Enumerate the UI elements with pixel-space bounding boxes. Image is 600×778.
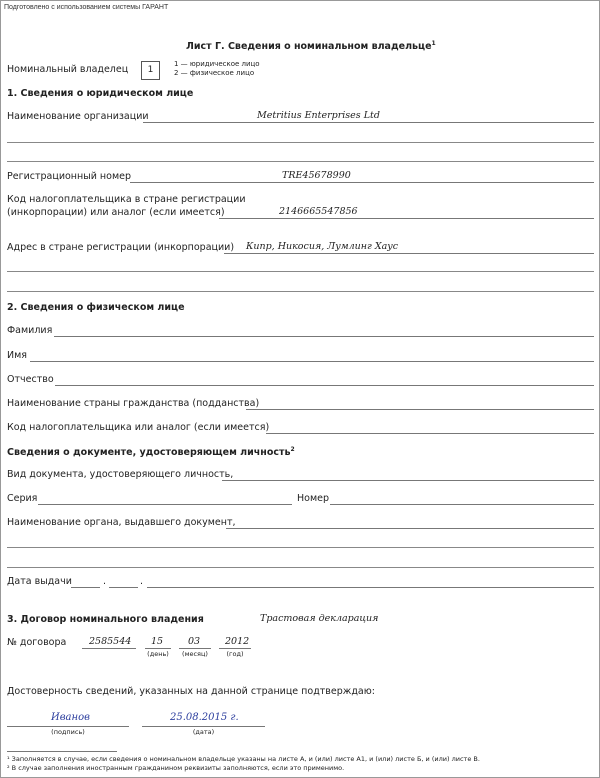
confirm-date-value[interactable]: 25.08.2015 г. — [170, 712, 239, 723]
contract-day-value[interactable]: 15 — [151, 636, 164, 647]
contract-type-value[interactable]: Трастовая декларация — [260, 613, 379, 624]
issue-day-line[interactable] — [71, 587, 100, 588]
title-footnote-mark: 1 — [431, 40, 436, 47]
page-title — [186, 40, 436, 52]
reg-line — [130, 182, 594, 183]
issue-date-dot-1: . — [103, 576, 107, 587]
issuer-line-2 — [7, 547, 594, 548]
section1-heading: 1. Сведения о юридическом лице — [7, 88, 194, 99]
title-text: Лист Г. Сведения о номинальном владельце — [186, 41, 432, 53]
doc-type-line[interactable] — [222, 480, 594, 481]
number-label: Номер — [297, 493, 329, 504]
surname-label: Фамилия — [7, 325, 53, 336]
issue-date-label: Дата выдачи — [7, 576, 72, 587]
tax-line — [219, 218, 594, 219]
addr-line-2 — [7, 271, 594, 272]
reg-label: Регистрационный номер — [7, 171, 131, 182]
citizenship-label: Наименование страны гражданства (подданства) — [7, 398, 260, 409]
org-label: Наименование организации — [7, 111, 149, 122]
taxcode-line[interactable] — [266, 433, 594, 434]
contract-number-label: № договора — [7, 637, 67, 648]
addr-label: Адрес в стране регистрации (инкорпорации) — [7, 242, 235, 253]
series-line[interactable] — [38, 504, 292, 505]
number-line[interactable] — [330, 504, 594, 505]
patronymic-label: Отчество — [7, 374, 54, 385]
contract-number-value[interactable]: 2585544 — [89, 636, 132, 647]
issue-date-dot-2: . — [140, 576, 144, 587]
issue-year-line[interactable] — [147, 587, 594, 588]
surname-line[interactable] — [54, 336, 594, 337]
signature-line — [7, 726, 129, 727]
top-note: Подготовлено с использованием системы ГАРАНТ — [4, 4, 169, 11]
contract-year-value[interactable]: 2012 — [225, 636, 250, 647]
patronymic-line[interactable] — [55, 385, 594, 386]
contract-year-line — [219, 648, 251, 649]
org-value[interactable]: Metritius Enterprises Ltd — [257, 110, 380, 121]
name-line[interactable] — [30, 361, 594, 362]
reg-value[interactable]: TRE45678990 — [282, 170, 351, 181]
series-label: Серия — [7, 493, 38, 504]
issuer-line-3 — [7, 567, 594, 568]
contract-day-line — [145, 648, 171, 649]
tax-label-2: (инкорпорации) или аналог (если имеется) — [7, 207, 225, 218]
confirm-text: Достоверность сведений, указанных на данной странице подтверждаю: — [7, 686, 375, 697]
doc-heading — [7, 446, 295, 458]
addr-line-3 — [7, 291, 594, 292]
owner-legend-1: 1 — юридическое лицо — [174, 60, 260, 68]
day-caption: (день) — [147, 650, 169, 658]
contract-month-line — [179, 648, 211, 649]
name-label: Имя — [7, 350, 27, 361]
footnote-divider — [7, 751, 117, 752]
confirm-date-caption: (дата) — [192, 728, 215, 736]
doc-footnote-mark: 2 — [290, 446, 295, 453]
citizenship-line[interactable] — [246, 409, 594, 410]
org-line-3 — [7, 161, 594, 162]
owner-label: Номинальный владелец — [7, 64, 129, 75]
issuer-line[interactable] — [226, 528, 594, 529]
signature[interactable]: Иванов — [51, 712, 90, 723]
month-caption: (месяц) — [182, 650, 208, 658]
tax-label-1: Код налогоплательщика в стране регистрации — [7, 194, 246, 205]
addr-line — [224, 253, 594, 254]
addr-value[interactable]: Кипр, Никосия, Лумлинг Хаус — [246, 241, 399, 252]
doc-heading-text: Сведения о документе, удостоверяющем личность — [7, 447, 291, 459]
org-line — [143, 122, 594, 123]
contract-number-line — [82, 648, 136, 649]
issuer-label: Наименование органа, выдавшего документ, — [7, 517, 236, 528]
owner-type-box[interactable]: 1 — [141, 61, 160, 80]
org-line-2 — [7, 142, 594, 143]
signature-caption: (подпись) — [51, 728, 85, 736]
doc-type-label: Вид документа, удостоверяющего личность, — [7, 469, 234, 480]
taxcode-label: Код налогоплательщика или аналог (если имеется) — [7, 422, 270, 433]
contract-month-value[interactable]: 03 — [188, 636, 201, 647]
section3-heading: 3. Договор номинального владения — [7, 614, 204, 625]
footnote-2: ² В случае заполнения иностранным гражданином реквизиты заполняются, если это применимо. — [7, 764, 345, 772]
tax-value[interactable]: 2146665547856 — [279, 206, 358, 217]
issue-month-line[interactable] — [109, 587, 138, 588]
owner-legend-2: 2 — физическое лицо — [174, 69, 255, 77]
year-caption: (год) — [226, 650, 244, 658]
footnote-1: ¹ Заполняется в случае, если сведения о номинальном владельце указаны на листе А, и (или) листе А1, и (или) листе Б, и (или) листе В. — [7, 755, 480, 763]
confirm-date-line — [142, 726, 265, 727]
section2-heading: 2. Сведения о физическом лице — [7, 302, 185, 313]
